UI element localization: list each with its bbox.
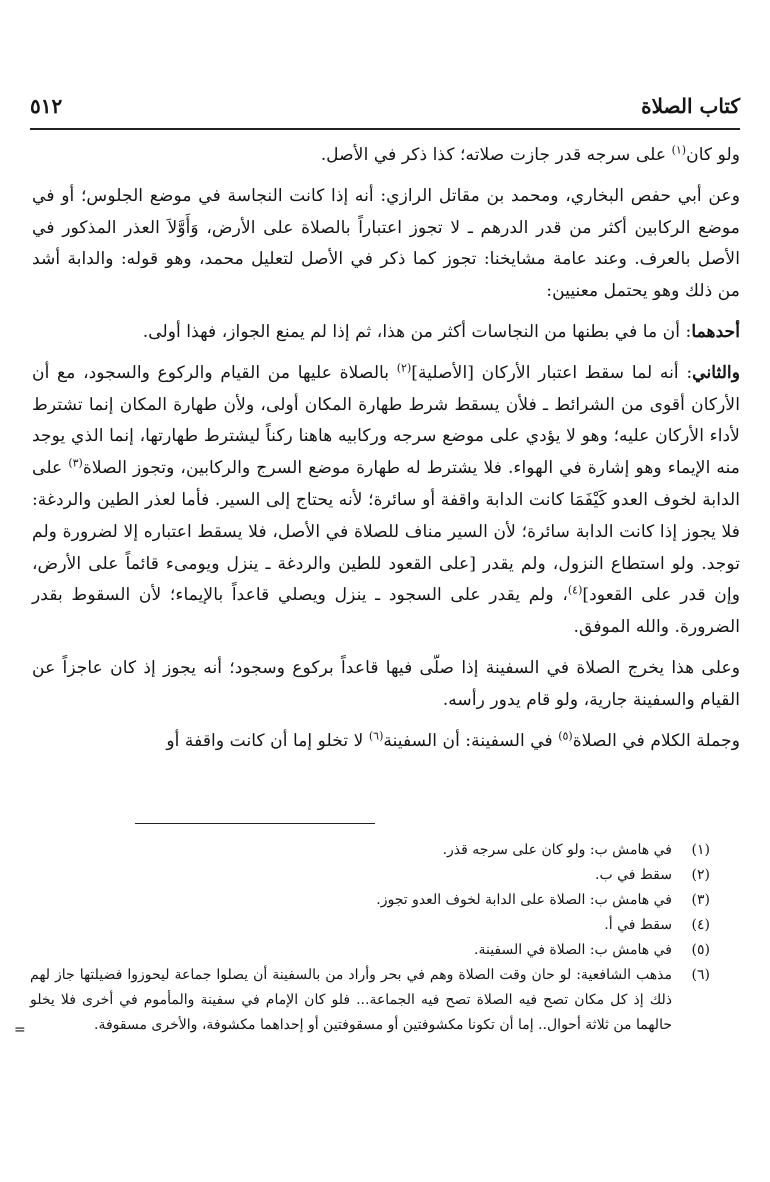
text-run: على سرجه قدر جازت صلاته؛ كذا ذكر في الأصل. — [320, 145, 672, 165]
footnote-text: مذهب الشافعية: لو حان وقت الصلاة وهم في بحر وأراد من بالسفينة أن يصلوا جماعة ليحوزوا فضيلتها جاز لهم ذلك إذ كل مكان تصح فيه الصلاة تصح فيه الجماعة... فلو كان الإمام في سفينة والمأموم في أخرى فلا يخلو حالهما من ثلاثة أحوال.. إما أن تكونا مكشوفتين أو مسقوفتين أو إحداهما مكشوفة، والأخرى مسقوفة. — [30, 967, 672, 1033]
footnote-ref: (٦) — [368, 728, 384, 742]
footnote-ref: (٣) — [68, 456, 83, 470]
footnote — [30, 913, 710, 938]
paragraph — [32, 653, 740, 717]
footnote — [30, 863, 710, 888]
paragraph — [32, 181, 740, 308]
footnote — [30, 888, 710, 913]
footnote-number: (٤) — [691, 917, 710, 933]
text-run: : أن ما في بطنها من النجاسات أكثر من هذا، ثم إذا لم يمنع الجواز، فهذا أولى. — [142, 321, 692, 342]
text-run: وعلى هذا يخرج الصلاة في السفينة إذا صلّى فيها قاعداً بركوع وسجود؛ أنه يجوز إذ كان عاجزاً عن القيام والسفينة جارية، ولو قام يدور رأسه. — [32, 657, 740, 710]
footnote — [30, 963, 710, 1038]
footnote — [30, 838, 710, 863]
main-text — [32, 140, 740, 766]
footnote — [30, 938, 710, 963]
text-run: على الدابة لخوف العدو كَيْفَمَا كانت الدابة واقفة أو سائرة؛ لأنه يحتاج إلى السير. فأما لعذر الطين والردغة: فلا يجوز إذا كانت الدابة سائرة؛ لأن السير مناف للصلاة في الأصل، فلا يسقط اعتباره إلا لضرورة ولم توجد. ولو استطاع النزول، ولم يقدر [على القعود للطين والردغة ـ ينزل ويومىء قائماً على الأرض، وإن قدر على القعود] — [32, 458, 740, 606]
footnote-number: (٢) — [691, 867, 710, 883]
text-run: وجملة الكلام في الصلاة — [572, 730, 740, 751]
footnote-ref: (٥) — [558, 728, 573, 742]
header-rule — [30, 128, 740, 130]
footnote-number: (١) — [691, 842, 710, 858]
page-header — [30, 88, 740, 128]
footnote-number: (٥) — [691, 942, 710, 958]
footnote-ref: (١) — [671, 143, 687, 157]
footnote-number: (٣) — [691, 892, 710, 908]
footnote-text: سقط في ب. — [595, 867, 672, 883]
paragraph — [32, 140, 740, 172]
footnote-number: (٦) — [691, 967, 710, 983]
footnote-ref: (٤) — [567, 583, 583, 597]
paragraph — [32, 317, 740, 349]
text-run: : أنه لما سقط اعتبار الأركان [الأصلية] — [411, 362, 693, 383]
footnote-text: في هامش ب: ولو كان على سرجه قذر. — [442, 842, 672, 858]
text-run: لا تخلو إما أن كانت واقفة أو — [166, 730, 369, 751]
paragraph — [32, 726, 740, 758]
text-run: في السفينة: أن السفينة — [383, 730, 559, 751]
footnote-separator — [135, 823, 375, 824]
footnote-text: في هامش ب: الصلاة في السفينة. — [474, 942, 672, 958]
footnote-ref: (٢) — [396, 361, 412, 375]
text-run: بالصلاة عليها من القيام والركوع والسجود، مع أن الأركان أقوى من الشرائط ـ فلأن يسقط شرط طهارة المكان أولى، ولأن طهارة المكان إنما تشترط لأداء الأركان عليه؛ وهو لا يؤدي على موضع سرجه وركابيه هاهنا ركناً ليشترط طهارتها، إنما الذي يوجد منه الإيماء وهو إشارة في الهواء. فلا يشترط له طهارة موضع السرج والركابين، وتجوز الصلاة — [32, 362, 740, 479]
footnotes — [30, 838, 710, 1038]
paragraph — [32, 358, 740, 644]
bold-term: والثاني — [692, 362, 741, 383]
footnote-text: سقط في أ. — [604, 917, 672, 933]
text-run: ، ولم يقدر على السجود ـ ينزل ويصلي قاعداً بالإيماء؛ لأن السقوط بقدر الضرورة. والله الموفق. — [32, 585, 740, 638]
text-run: وعن أبي حفص البخاري، ومحمد بن مقاتل الرازي: أنه إذا كانت النجاسة في موضع الجلوس؛ أو في موضع الركابين أكثر من قدر الدرهم ـ لا تجوز اعتباراً بالصلاة على الأرض، وَأَوَّلاَ العذر المذكور في الأصل بالعرف. وعند عامة مشايخنا: تجوز كما ذكر في الأصل لتعليل محمد، وهو قوله: والدابة أشد من ذلك وهو يحتمل معنيين: — [32, 185, 740, 302]
running-title: كتاب الصلاة — [641, 94, 740, 118]
bold-term: أحدهما — [691, 321, 740, 342]
page-number: ٥١٢ — [30, 94, 63, 118]
margin-mark: = — [14, 1022, 26, 1038]
footnote-text: في هامش ب: الصلاة على الدابة لخوف العدو تجوز. — [376, 892, 672, 908]
text-run: ولو كان — [686, 145, 740, 165]
